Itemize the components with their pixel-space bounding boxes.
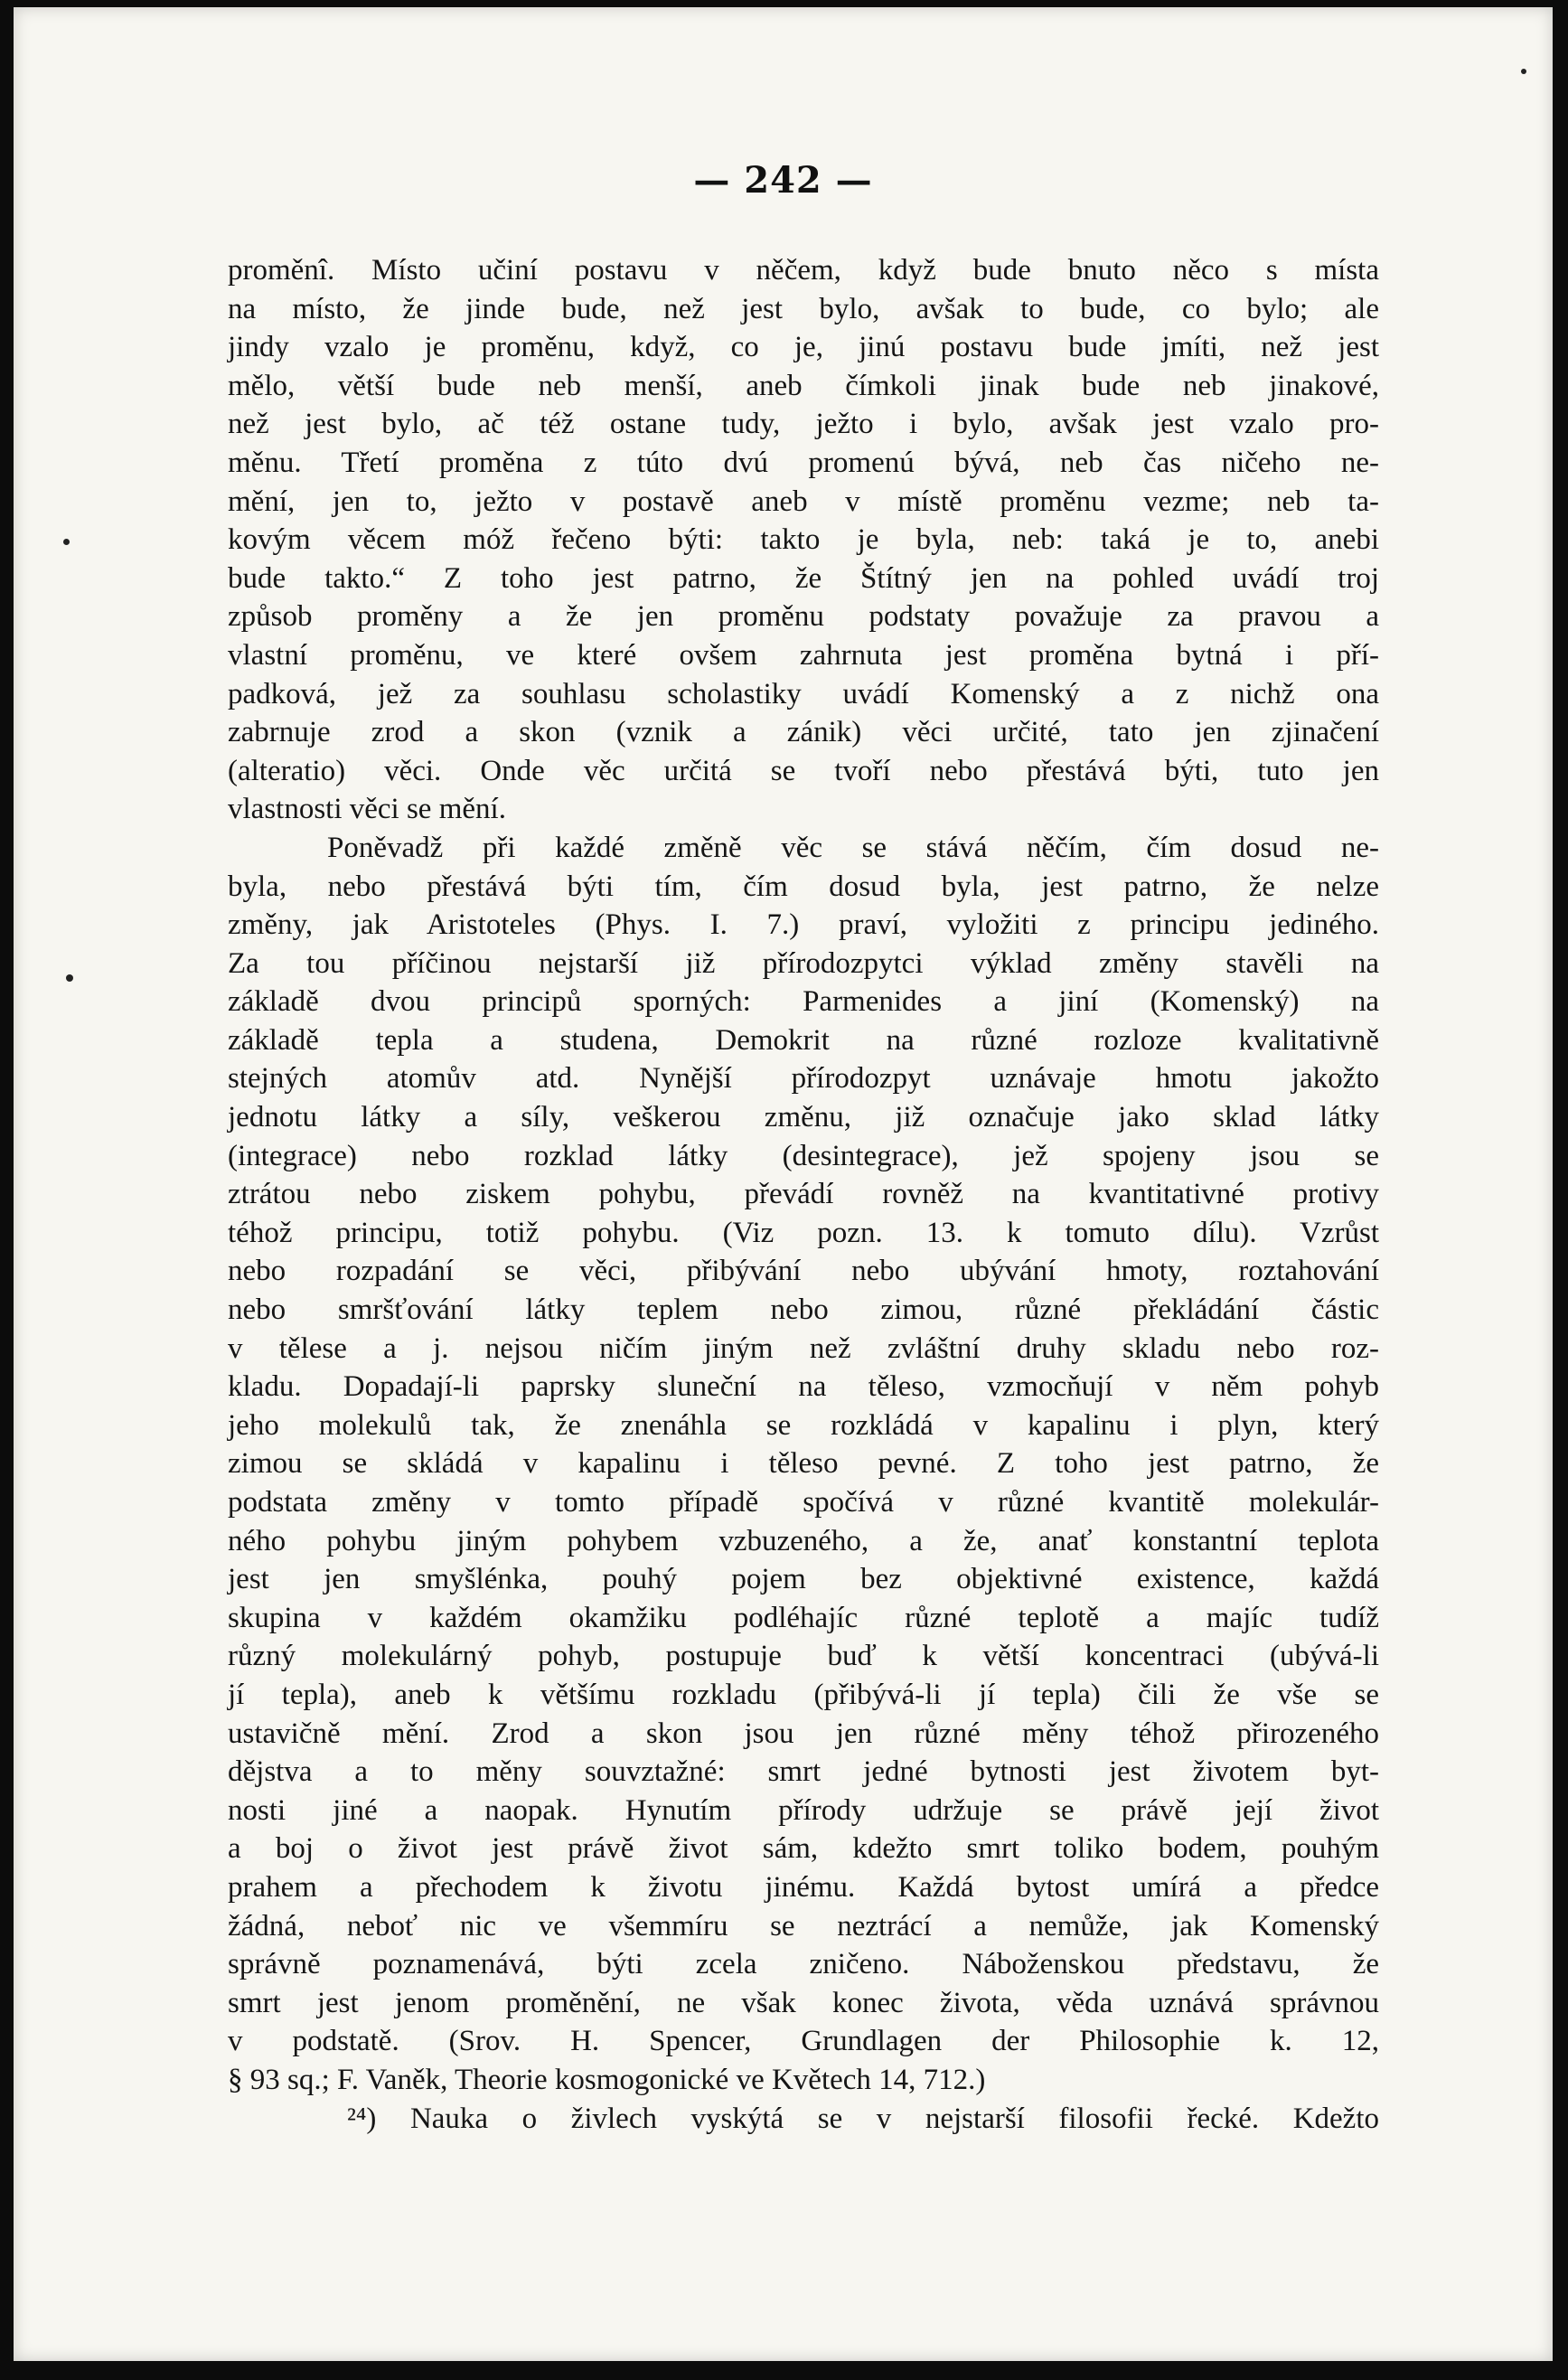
text-line: než jest bylo, ač též ostane tudy, ježto i bylo, avšak jest vzalo pro-: [228, 408, 1379, 441]
text-line: téhož principu, totiž pohybu. (Viz pozn. 13. k tomuto dílu). Vzrůst: [228, 1216, 1379, 1249]
scan-speck: [63, 539, 70, 545]
text-line: v tělese a j. nejsou ničím jiným než zvláštní druhy skladu nebo roz-: [228, 1331, 1379, 1365]
text-line: skupina v každém okamžiku podléhajíc různé teplotě a majíc tudíž: [228, 1601, 1379, 1634]
text-line: jest jen smyšlénka, pouhý pojem bez objektivné existence, každá: [228, 1563, 1379, 1596]
text-line: Za tou příčinou nejstarší již přírodozpytci výklad změny stavěli na: [228, 946, 1379, 980]
text-line: mělo, větší bude neb menší, aneb čímkoli jinak bude neb jinakové,: [228, 369, 1379, 402]
text-line: měnu. Třetí proměna z túto dvú promenú bývá, neb čas ničeho ne-: [228, 446, 1379, 479]
text-line: prahem a přechodem k životu jinému. Každá bytost umírá a předce: [228, 1870, 1379, 1904]
text-line: nebo smršťování látky teplem nebo zimou, různé překládání částic: [228, 1293, 1379, 1327]
text-line: kladu. Dopadají-li paprsky sluneční na těleso, vzmocňují v něm pohyb: [228, 1370, 1379, 1404]
page-number: — 242 —: [693, 159, 873, 202]
text-line: podstata změny v tomto případě spočívá v různé kvantitě molekulár-: [228, 1486, 1379, 1519]
text-line: jindy vzalo je proměnu, když, co je, jinú postavu bude jmíti, než jest: [228, 331, 1379, 364]
text-line: zimou se skládá v kapalinu i těleso pevné. Z toho jest patrno, že: [228, 1447, 1379, 1481]
text-line: základě tepla a studena, Demokrit na různé rozloze kvalitativně: [228, 1023, 1379, 1057]
text-line: ného pohybu jiným pohybem vzbuzeného, a že, anať konstantní teplota: [228, 1524, 1379, 1557]
text-line: jednotu látky a síly, veškerou změnu, již označuje jako sklad látky: [228, 1101, 1379, 1134]
text-line: proměnî. Místo učiní postavu v něčem, když bude bnuto něco s místa: [228, 254, 1379, 287]
text-line: způsob proměny a že jen proměnu podstaty považuje za pravou a: [228, 600, 1379, 634]
text-line: Poněvadž při každé změně věc se stává něčím, čím dosud ne-: [327, 831, 1379, 864]
text-line: kovým věcem móž řečeno býti: takto je byla, neb: taká je to, anebi: [228, 523, 1379, 557]
text-line: vlastní proměnu, ve které ovšem zahrnuta jest proměna bytná i pří-: [228, 638, 1379, 672]
text-line: změny, jak Aristoteles (Phys. I. 7.) praví, vyložiti z principu jediného.: [228, 908, 1379, 942]
text-line: bude takto.“ Z toho jest patrno, že Štítný jen na pohled uvádí troj: [228, 561, 1379, 595]
text-line: ustavičně mění. Zrod a skon jsou jen různé měny téhož přirozeného: [228, 1717, 1379, 1750]
text-line: vlastnosti věci se mění.: [228, 793, 506, 826]
text-line: ztrátou nebo ziskem pohybu, převádí rovněž na kvantitativné protivy: [228, 1178, 1379, 1211]
scan-speck: [66, 974, 73, 982]
text-line: stejných atomův atd. Nynější přírodozpyt uznávaje hmotu jakožto: [228, 1062, 1379, 1096]
text-line: § 93 sq.; F. Vaněk, Theorie kosmogonické ve Květech 14, 712.): [228, 2063, 986, 2096]
text-line: nosti jiné a naopak. Hynutím přírody udržuje se právě její život: [228, 1793, 1379, 1827]
text-line: zabrnuje zrod a skon (vznik a zánik) věci určité, tato jen zjinačení: [228, 716, 1379, 749]
text-line: jí tepla), aneb k většímu rozkladu (přibývá-li jí tepla) čili že vše se: [228, 1678, 1379, 1711]
text-line: mění, jen to, ježto v postavě aneb v místě proměnu vezme; neb ta-: [228, 484, 1379, 518]
text-line: smrt jest jenom proměnění, ne však konec života, věda uznává správnou: [228, 1986, 1379, 2019]
text-line: v podstatě. (Srov. H. Spencer, Grundlagen der Philosophie k. 12,: [228, 2025, 1379, 2058]
body-text: [228, 251, 1379, 2138]
text-line: základě dvou principů sporných: Parmenides a jiní (Komenský) na: [228, 985, 1379, 1019]
text-line: a boj o život jest právě život sám, kdežto smrt toliko bodem, pouhým: [228, 1832, 1379, 1866]
text-line: jeho molekulů tak, že znenáhla se rozkládá v kapalinu i plyn, který: [228, 1408, 1379, 1442]
text-line: (alteratio) věci. Onde věc určitá se tvoří nebo přestává býti, tuto jen: [228, 754, 1379, 787]
text-line: žádná, neboť nic ve všemmíru se neztrácí a nemůže, jak Komenský: [228, 1909, 1379, 1943]
text-line: byla, nebo přestává býti tím, čím dosud byla, jest patrno, že nelze: [228, 870, 1379, 903]
text-line: padková, jež za souhlasu scholastiky uvádí Komenský a z nichž ona: [228, 677, 1379, 710]
text-line: správně poznamenává, býti zcela zničeno. Náboženskou představu, že: [228, 1948, 1379, 1981]
scan-speck: [1521, 69, 1526, 74]
text-line: různý molekulárný pohyb, postupuje buď k větší koncentraci (ubývá-li: [228, 1640, 1379, 1673]
text-line: ²⁴) Nauka o živlech vyskýtá se v nejstarší filosofii řecké. Kdežto: [347, 2102, 1379, 2135]
text-line: na místo, že jinde bude, než jest bylo, avšak to bude, co bylo; ale: [228, 292, 1379, 325]
text-line: dějstva a to měny souvztažné: smrt jedné bytnosti jest životem byt-: [228, 1755, 1379, 1789]
text-line: nebo rozpadání se věci, přibývání nebo ubývání hmoty, roztahování: [228, 1255, 1379, 1288]
text-line: (integrace) nebo rozklad látky (desintegrace), jež spojeny jsou se: [228, 1139, 1379, 1172]
